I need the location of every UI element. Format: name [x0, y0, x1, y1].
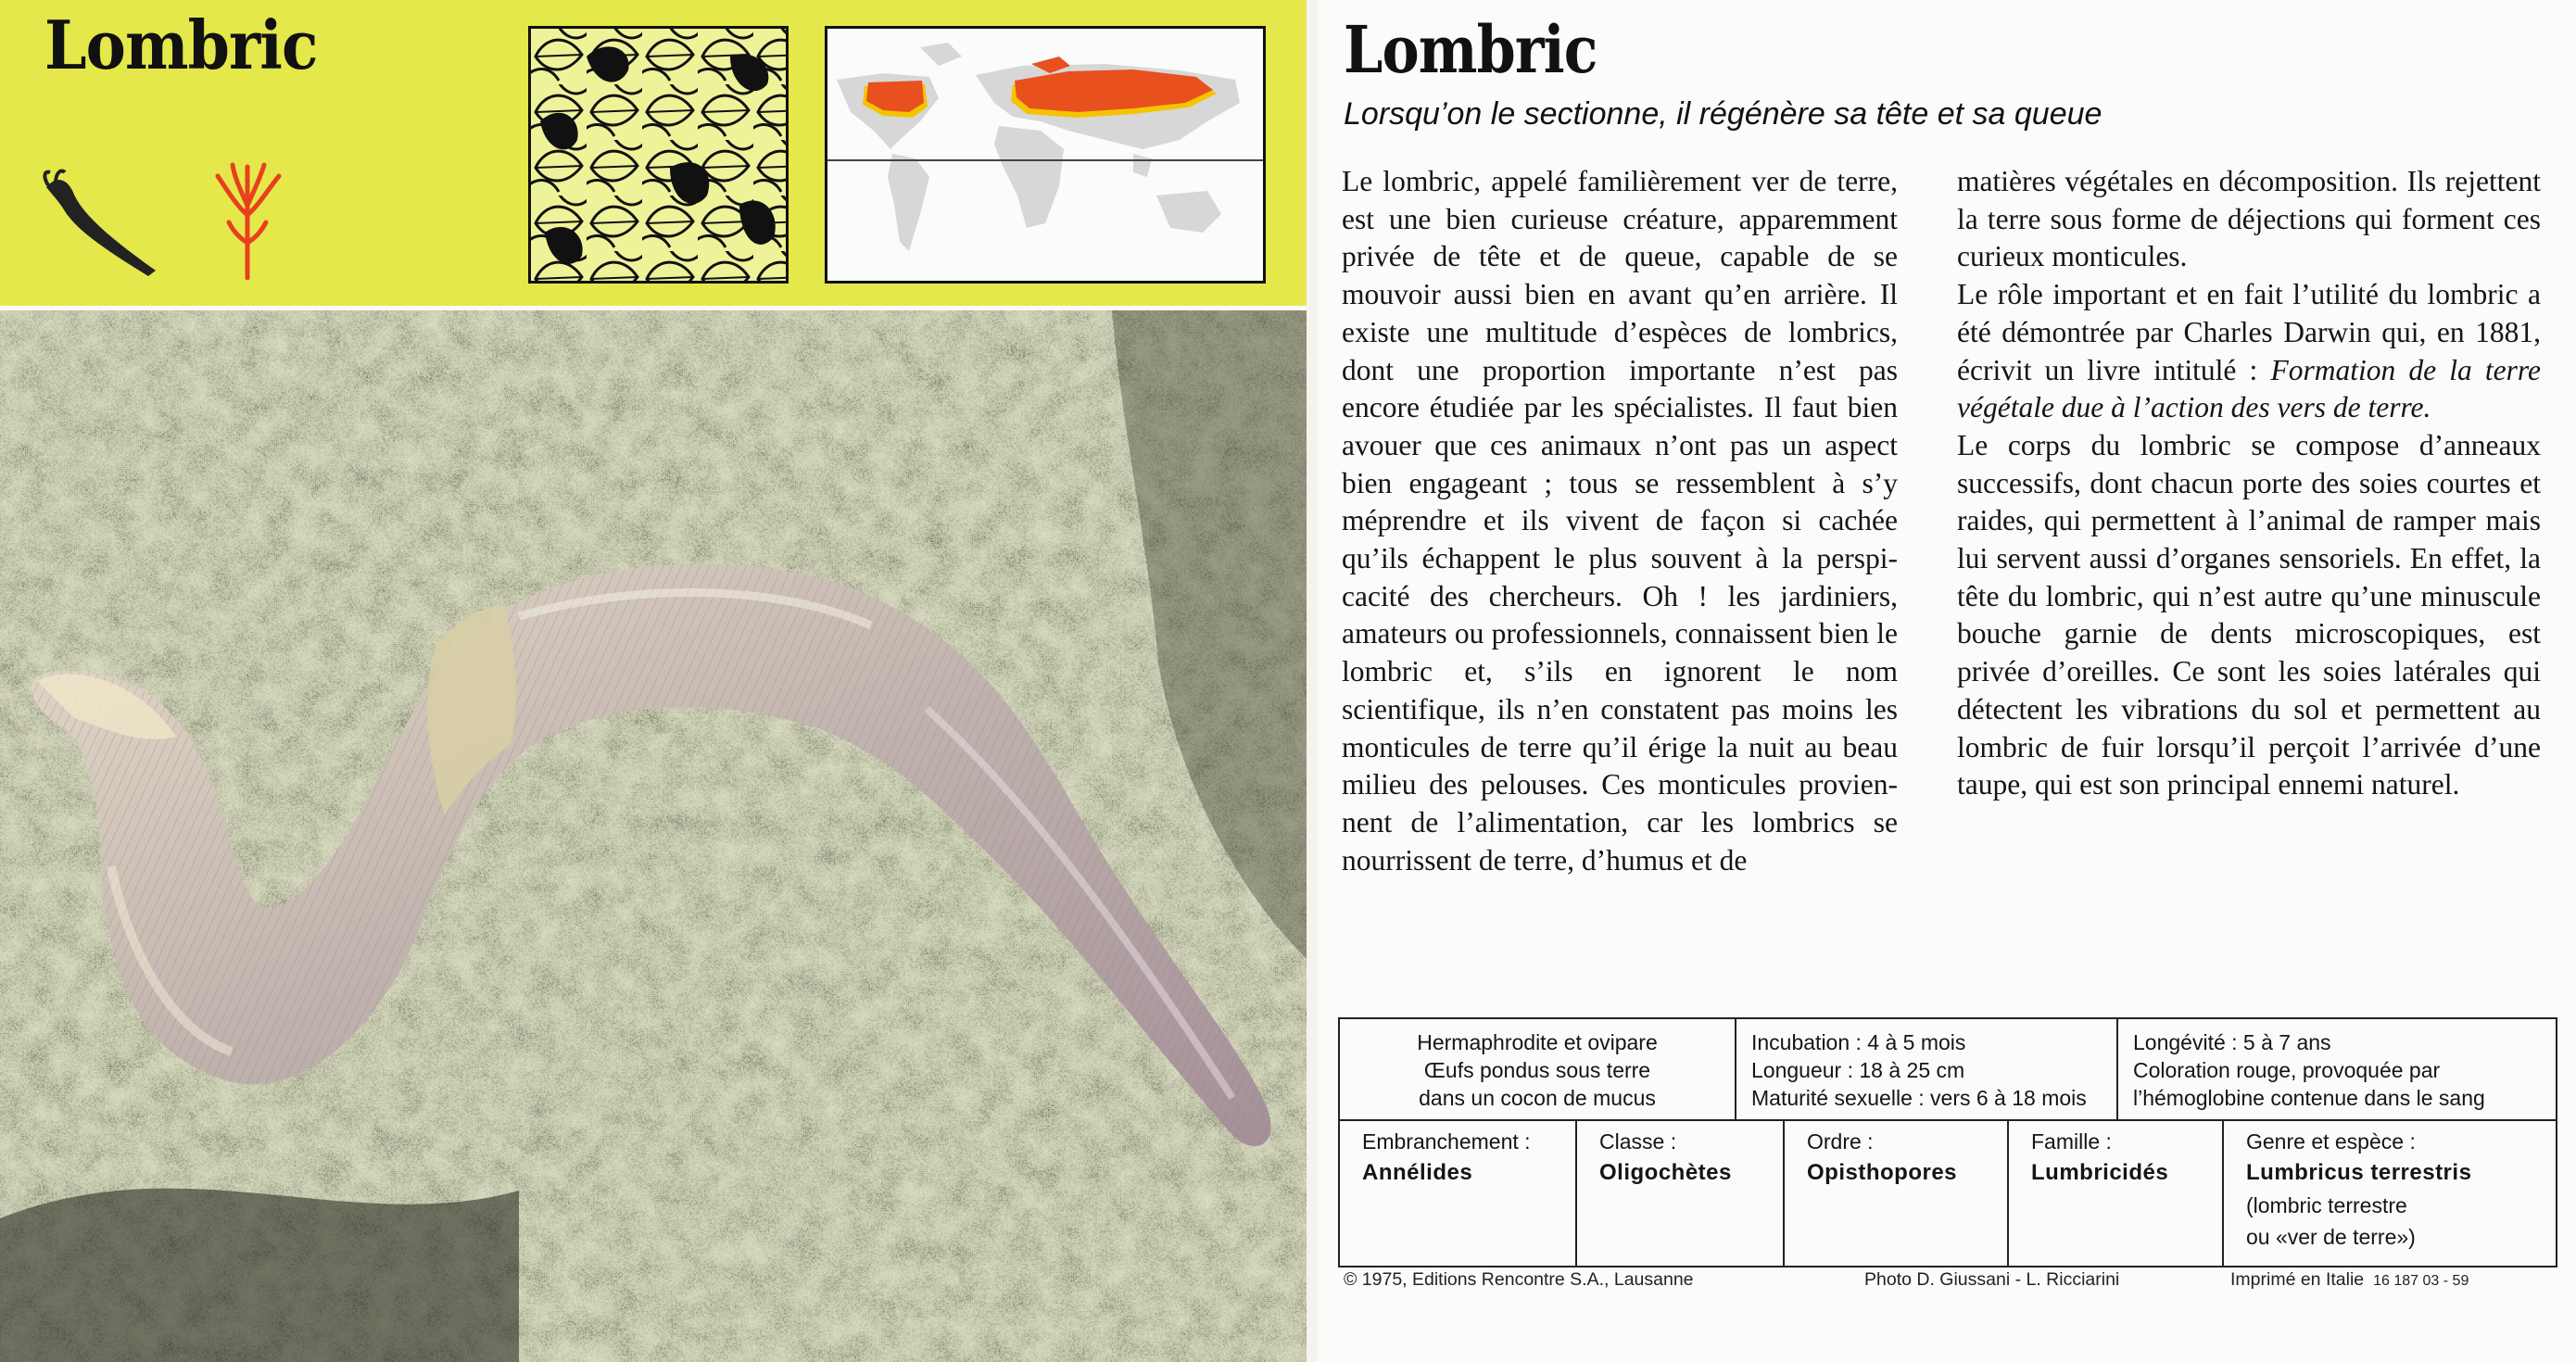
- tax-label: Embranchement :: [1362, 1129, 1531, 1154]
- fact-line: dans un cocon de mucus: [1419, 1086, 1656, 1110]
- fact-line: Hermaphrodite et ovipare: [1417, 1030, 1658, 1054]
- tax-value: Oligochètes: [1599, 1160, 1732, 1185]
- tax-label: Genre et espèce :: [2246, 1129, 2416, 1154]
- taxonomy-embranchement: [1340, 1121, 1577, 1267]
- fact-line: Maturité sexuelle : vers 6 à 18 mois: [1751, 1086, 2087, 1110]
- fact-line: Œufs pondus sous terre: [1423, 1058, 1651, 1082]
- footer-code: 16 187 03 - 59: [2373, 1273, 2469, 1289]
- footer-copyright: © 1975, Editions Rencontre S.A., Lausanne: [1344, 1269, 1694, 1290]
- paragraph-4: Le corps du lombric se compose d’anneaux successifs, dont chacun porte des soies courtes et raides, qui permettent à l’animal de ramper mais lui servent aussi d’organes sensoriels. En effet, la tête du lombric, qui n’est autre qu’une minuscule bouche garnie de dents microscopiques, est privée d’oreilles. Ce sont les soies latérales qui détectent les vibrations du sol et permettent au lombric de fuir lorsqu’il perçoit l’arrivée d’une taupe, qui est son principal ennemi naturel.: [1957, 428, 2541, 801]
- taxonomy-famille: [2009, 1121, 2224, 1267]
- fact-line: Coloration rouge, provoquée par: [2133, 1058, 2441, 1082]
- front-title: Lombric: [44, 6, 318, 84]
- fact-line: Longévité : 5 à 7 ans: [2133, 1030, 2331, 1054]
- tax-note: ou «ver de terre»): [2246, 1225, 2416, 1249]
- facts-table: [1338, 1017, 2557, 1267]
- plant-icon: [208, 159, 287, 280]
- earthworm-photo: [0, 310, 1307, 1362]
- fact-line: l’hémoglobine contenue dans le sang: [2133, 1086, 2485, 1110]
- front-header: [0, 0, 1307, 306]
- fact-line: Incubation : 4 à 5 mois: [1751, 1030, 1966, 1054]
- taxonomy-classe: [1577, 1121, 1785, 1267]
- footer-photo-credit: Photo D. Giussani - L. Ricciarini: [1864, 1269, 2120, 1290]
- leaf-habitat-icon: [528, 26, 789, 284]
- taxonomy-ordre: [1785, 1121, 2009, 1267]
- tax-note: (lombric terrestre: [2246, 1193, 2407, 1217]
- footer-printed-text: Imprimé en Italie: [2230, 1269, 2365, 1290]
- paragraph-3: [1957, 276, 2541, 427]
- tax-value: Lumbricus terrestris: [2246, 1160, 2472, 1185]
- text-column-1: [1342, 163, 1898, 879]
- facts-reproduction: [1340, 1019, 1736, 1119]
- worm-icon: [37, 167, 162, 278]
- taxonomy-genre: [2224, 1121, 2556, 1267]
- tax-label: Famille :: [2031, 1129, 2112, 1154]
- text-column-2: [1957, 163, 2541, 804]
- paragraph-2: matières végétales en décomposition. Ils rejettent la terre sous forme de déjections qui forment ces curieux monticules.: [1957, 165, 2541, 273]
- back-title: Lombric: [1344, 11, 1597, 88]
- tax-value: Lumbricidés: [2031, 1160, 2169, 1185]
- facts-measures: [1736, 1019, 2118, 1119]
- back-card: [1318, 0, 2576, 1362]
- world-map-icon: [825, 26, 1266, 284]
- fact-line: Longueur : 18 à 25 cm: [1751, 1058, 1965, 1082]
- book-title: Formation de la terre végétale due à l’action des vers de terre.: [1957, 353, 2541, 424]
- facts-longevity: [2118, 1019, 2556, 1119]
- back-subtitle: Lorsqu’on le sectionne, il régénère sa tête et sa queue: [1344, 96, 2102, 132]
- tax-label: Ordre :: [1807, 1129, 1874, 1154]
- tax-value: Opisthopores: [1807, 1160, 1958, 1185]
- paragraph-3-text: Le rôle important et en fait l’utilité du lombric a été démontrée par Charles Darwin qui, en 1881, écrivit un livre intitulé :: [1957, 278, 2541, 386]
- taxonomy-row: [1340, 1119, 2556, 1267]
- tax-value: Annélides: [1362, 1160, 1473, 1185]
- footer-printed: [2230, 1269, 2469, 1291]
- paragraph-1: Le lombric, appelé familièrement ver de terre, est une bien curieuse créature, apparemment privée de tête et de queue, capable de se mouvoir aussi bien en avant qu’en arrière. Il existe une multitude d’espèces de lombrics, dont une proportion importante n’est pas encore étudiée par les spécialistes. Il faut bien avouer que ces animaux n’ont pas un aspect bien engageant ; tous se ressemblent à s’y méprendre et ils vivent de façon si cachée qu’ils échappent le plus souvent à la perspicacité des chercheurs. Oh ! les jardiniers, amateurs ou professionnels, connaissent bien le lombric et, s’ils en ignorent le nom scientifique, ils n’en constatent pas moins les monticules de terre qu’il érige la nuit au beau milieu des pelouses. Ces monticules proviennent de l’alimentation, car les lombrics se nourrissent de terre, d’humus et de: [1342, 165, 1898, 876]
- tax-label: Classe :: [1599, 1129, 1677, 1154]
